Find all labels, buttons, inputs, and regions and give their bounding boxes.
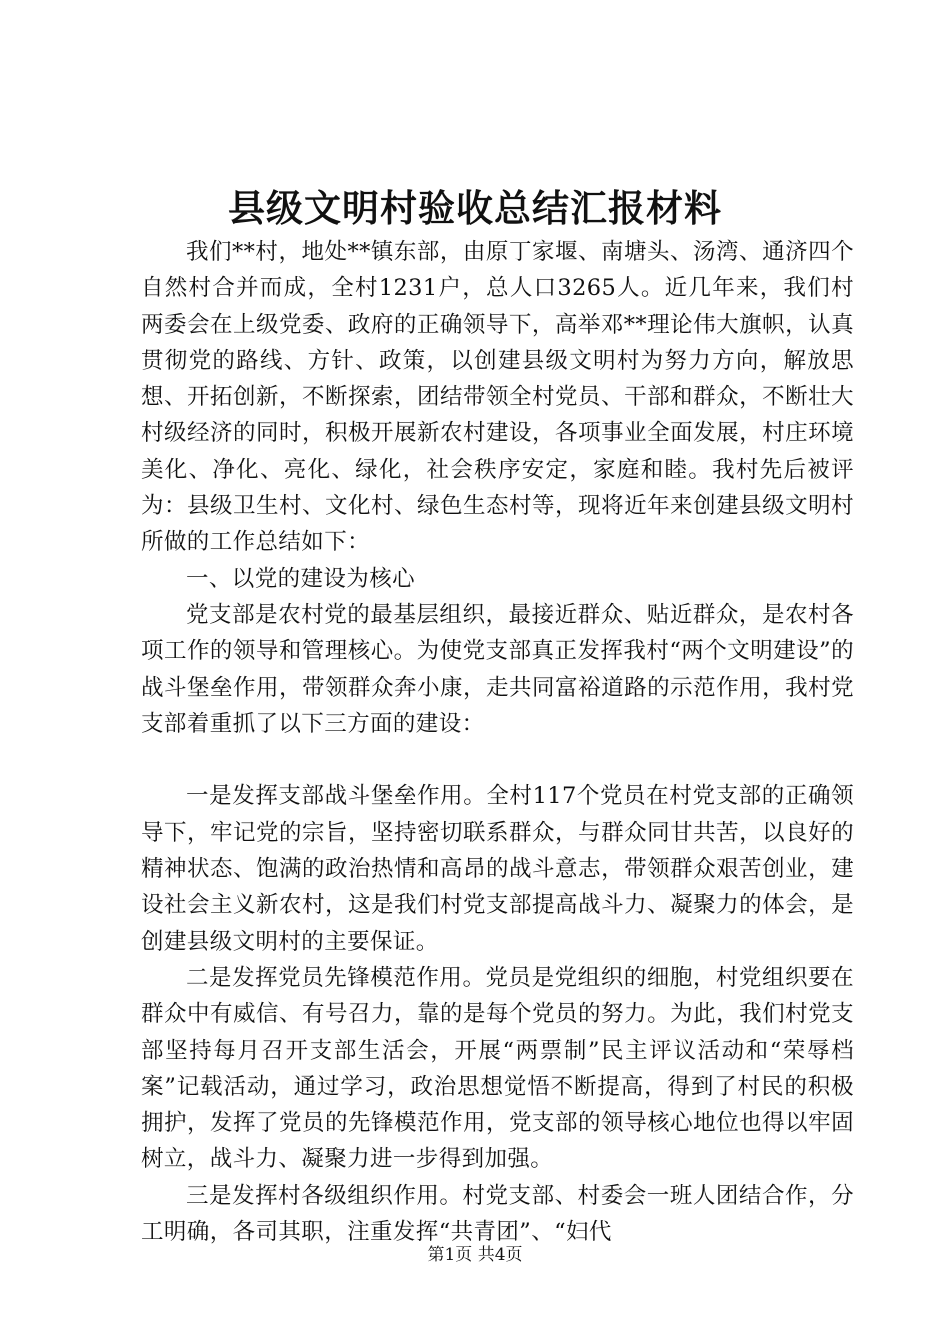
paragraph-point-two: 二是发挥党员先锋模范作用。党员是党组织的细胞，村党组织要在群众中有威信、有号召力，靠的是每个党员的努力。为此，我们村党支部坚持每月召开支部生活会，开展“两票制”民主评议活动和“荣辱档案”记载活动，通过学习，政治思想觉悟不断提高，得到了村民的积极拥护，发挥了党员的先锋模范作用，党支部的领导核心地位也得以牢固树立，战斗力、凝聚力进一步得到加强。 [141,964,854,1173]
document-title: 县级文明村验收总结汇报材料 [228,186,722,230]
paragraph-party-branch: 党支部是农村党的最基层组织，最接近群众、贴近群众，是农村各项工作的领导和管理核心。为使党支部真正发挥我村“两个文明建设”的战斗堡垒作用，带领群众奔小康，走共同富裕道路的示范作用，我村党支部着重抓了以下三方面的建设： [141,601,854,737]
paragraph-intro: 我们**村，地处**镇东部，由原丁家堰、南塘头、汤湾、通济四个自然村合并而成，全村1231户，总人口3265人。近几年来，我们村两委会在上级党委、政府的正确领导下，高举邓**理论伟大旗帜，认真贯彻党的路线、方针、政策，以创建县级文明村为努力方向，解放思想、开拓创新，不断探索，团结带领全村党员、干部和群众，不断壮大村级经济的同时，积极开展新农村建设，各项事业全面发展，村庄环境美化、净化、亮化、绿化，社会秩序安定，家庭和睦。我村先后被评为：县级卫生村、文化村、绿色生态村等，现将近年来创建县级文明村所做的工作总结如下： [141,239,854,556]
paragraph-spacer [141,742,854,778]
section-heading-party-building: 一、以党的建设为核心 [186,565,416,592]
paragraph-point-three: 三是发挥村各级组织作用。村党支部、村委会一班人团结合作，分工明确，各司其职，注重发挥“共青团”、“妇代 [141,1182,854,1246]
paragraph-point-one: 一是发挥支部战斗堡垒作用。全村117个党员在村党支部的正确领导下，牢记党的宗旨，坚持密切联系群众，与群众同甘共苦，以良好的精神状态、饱满的政治热情和高昂的战斗意志，带领群众艰苦创业，建设社会主义新农村，这是我们村党支部提高战斗力、凝聚力的体会，是创建县级文明村的主要保证。 [141,783,854,955]
page-number-footer: 第1页 共4页 [427,1245,523,1265]
document-body [141,234,854,1250]
